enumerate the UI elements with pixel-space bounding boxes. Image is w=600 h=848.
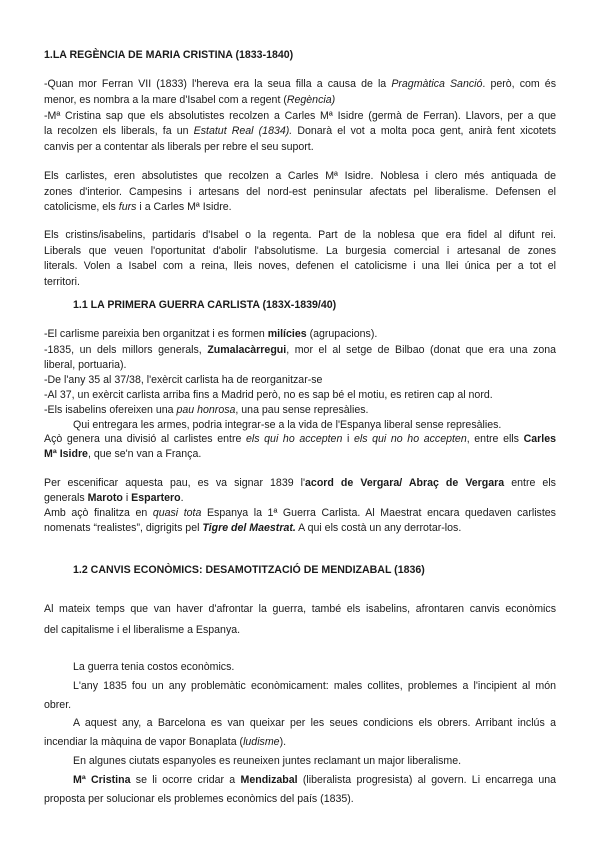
section-1-1-title: 1.1 LA PRIMERA GUERRA CARLISTA (183X-1839/40) [73, 299, 337, 311]
s1-p1-line4: la recolzen els liberals, fa un Estatut Real (1834). Donarà el vot a molta poca gent, anirà fent xicotets [44, 125, 556, 137]
s11-line6: -Els isabelins ofereixen una pau honrosa, una pau sense represàlies. [44, 404, 369, 416]
s12-p3-line1: L'any 1835 fou un any problemàtic econòmicament: males collites, problemes a l'incipient al món [73, 680, 556, 692]
s12-p3-line2: obrer. [44, 699, 72, 711]
s11-line3: liberal, portuaria). [44, 359, 127, 371]
s11-line9: Mª Isidre, que se'n van a França. [44, 448, 202, 460]
s1-p2-line2: zones d'interior. Campesins i artesans del nord-est peninsular afectats pel liberalisme. Defensen el [44, 186, 556, 198]
s1-p1-line1: -Quan mor Ferran VII (1833) l'hereva era la seua filla a causa de la Pragmàtica Sanció. però, com és [44, 78, 556, 90]
s1-p3-line3: literals. Volen a Isabel com a reina, lleis noves, defenen el catolicisme i una llei única per a tot el [44, 260, 556, 272]
s12-p5: En algunes ciutats espanyoles es reuneixen juntes reclamant un major liberalisme. [73, 755, 462, 767]
s12-p4-line2: incendiar la màquina de vapor Bonaplata (ludisme). [44, 736, 287, 748]
s1-p3-line4: territori. [44, 276, 80, 288]
s1-p1-line5: canvis per a contentar als liberals per rebre el seu suport. [44, 141, 314, 153]
s12-p6-line1: Mª Cristina se li ocorre cridar a Mendizabal (liberalista progresista) al govern. Li encarrega una [73, 774, 557, 786]
section-1-title: 1.LA REGÈNCIA DE MARIA CRISTINA (1833-1840) [44, 49, 294, 61]
s11-line4: -De l'any 35 al 37/38, l'exèrcit carlista ha de reorganitzar-se [44, 374, 323, 386]
s12-p6-line2: proposta per solucionar els problemes econòmics del país (1835). [44, 793, 354, 805]
s11-line13: nomenats “realistes”, digrigits pel Tigre del Maestrat. A qui els costà un any derrotar-los. [44, 522, 462, 534]
s1-p3-line2: Liberals que veuen l'oportunitat d'abolir l'absolutisme. La burgesia comercial i artesanal de zones [44, 245, 556, 257]
s11-line8: Açò genera una divisió al carlistes entre els qui ho accepten i els qui no ho accepten, entre ells Carles [44, 433, 556, 445]
s1-p1-line2: menor, es nombra a la mare d'Isabel com a regent (Regència) [44, 94, 336, 106]
s12-p1-line1: Al mateix temps que van haver d'afrontar la guerra, també els isabelins, afrontaren canvis econòmics [44, 603, 556, 615]
s1-p2-line3: catolicisme, els furs i a Carles Mª Isidre. [44, 201, 232, 213]
s12-p1-line2: del capitalisme i el liberalisme a Espanya. [44, 624, 241, 636]
s11-line10: Per escenificar aquesta pau, es va signar 1839 l'acord de Vergara/ Abraç de Vergara entre els [44, 477, 556, 489]
s12-p2: La guerra tenia costos econòmics. [73, 661, 235, 673]
s1-p2-line1: Els carlistes, eren absolutistes que recolzen a Carles Mª Isidre. Noblesa i clero més antiquada de [44, 170, 556, 182]
s11-line11: generals Maroto i Espartero. [44, 492, 184, 504]
s12-p4-line1: A aquest any, a Barcelona es van queixar per les seues condicions els obrers. Arribant inclús a [73, 717, 556, 729]
s11-line1: -El carlisme pareixia ben organitzat i es formen milícies (agrupacions). [44, 328, 378, 340]
s1-p3-line1: Els cristins/isabelins, partidaris d'Isabel o la regenta. Part de la noblesa que era fidel al difunt rei. [44, 229, 556, 241]
s11-line7: Qui entregara les armes, podria integrar-se a la vida de l'Espanya liberal sense represàlies. [73, 419, 502, 431]
section-1-2-title: 1.2 CANVIS ECONÒMICS: DESAMOTITZACIÓ DE MENDIZABAL (1836) [73, 564, 425, 576]
s11-line2: -1835, un dels millors generals, Zumalacàrregui, mor el al setge de Bilbao (donat que era una zona [44, 344, 557, 356]
s11-line12: Amb açò finalitza en quasi tota Espanya la 1ª Guerra Carlista. Al Maestrat encara quedaven carlistes [44, 507, 556, 519]
s11-line5: -Al 37, un exèrcit carlista arriba fins a Madrid però, no es sap bé el motiu, es retiren cap al nord. [44, 389, 493, 401]
s1-p1-line3: -Mª Cristina sap que els absolutistes recolzen a Carles Mª Isidre (germà de Ferran). Llavors, per a que [44, 110, 556, 122]
